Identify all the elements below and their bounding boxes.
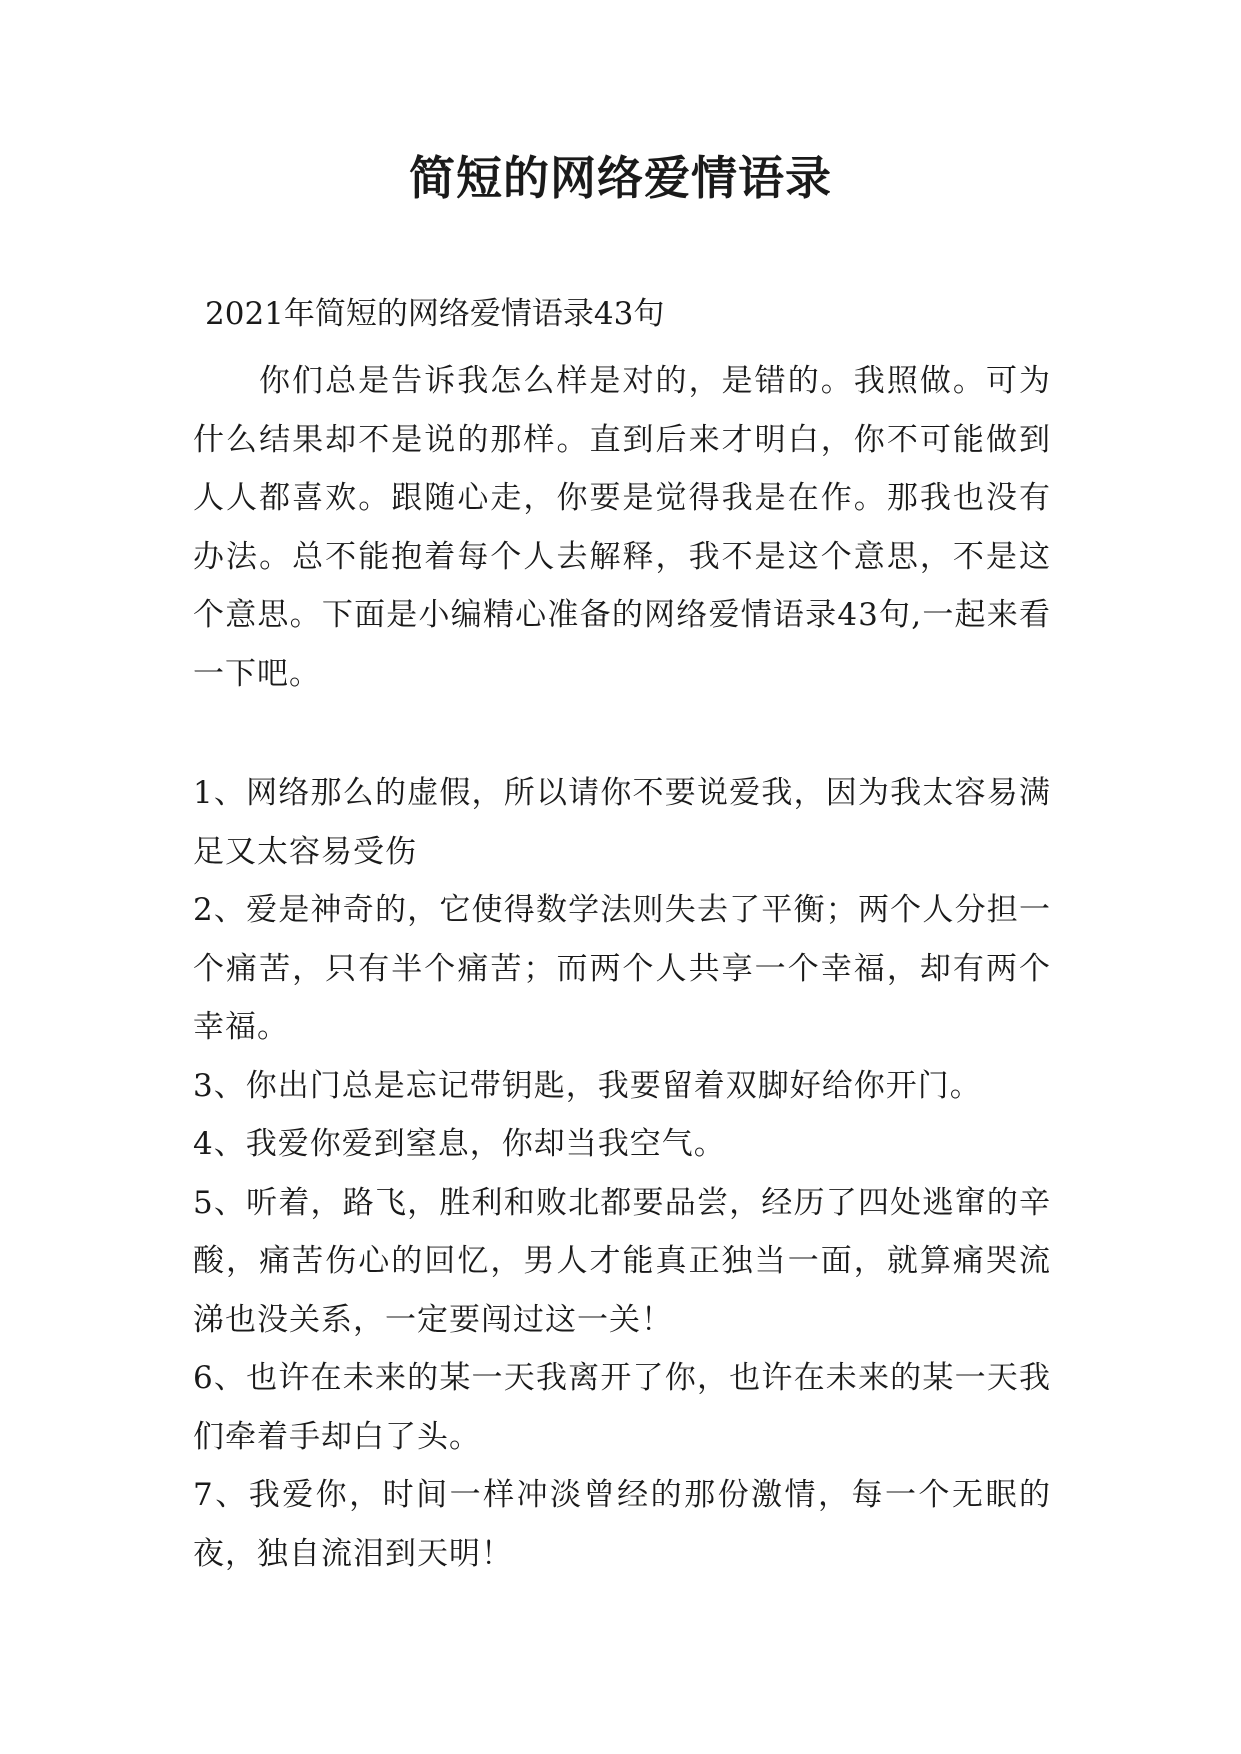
document-title: 简短的网络爱情语录 bbox=[409, 151, 832, 205]
quote-item-2: 2、爱是神奇的，它使得数学法则失去了平衡；两个人分担一个痛苦，只有半个痛苦；而两个人共享一个幸福，却有两个幸福。 bbox=[193, 892, 1051, 1045]
quote-item-5: 5、听着，路飞，胜利和败北都要品尝，经历了四处逃窜的辛酸，痛苦伤心的回忆，男人才能真正独当一面，就算痛哭流涕也没关系，一定要闯过这一关！ bbox=[193, 1184, 1051, 1338]
quote-item-6: 6、也许在未来的某一天我离开了你，也许在未来的某一天我们牵着手却白了头。 bbox=[193, 1360, 1051, 1455]
document-subtitle: 2021年简短的网络爱情语录43句 bbox=[205, 296, 665, 332]
quote-item-1: 1、网络那么的虚假，所以请你不要说爱我，因为我太容易满足又太容易受伤 bbox=[193, 775, 1051, 870]
intro-paragraph: 你们总是告诉我怎么样是对的，是错的。我照做。可为什么结果却不是说的那样。直到后来才明白，你不可能做到人人都喜欢。跟随心走，你要是觉得我是在作。那我也没有办法。总不能抱着每个人去解释，我不是这个意思，不是这个意思。下面是小编精心准备的网络爱情语录43句,一起来看一下吧。 bbox=[193, 363, 1051, 692]
quote-list bbox=[193, 764, 1051, 1583]
quote-item-7: 7、我爱你，时间一样冲淡曾经的那份激情，每一个无眠的夜，独自流泪到天明！ bbox=[193, 1477, 1051, 1572]
quote-item-4: 4、我爱你爱到窒息，你却当我空气。 bbox=[193, 1126, 726, 1162]
quote-item-3: 3、你出门总是忘记带钥匙，我要留着双脚好给你开门。 bbox=[193, 1067, 982, 1104]
